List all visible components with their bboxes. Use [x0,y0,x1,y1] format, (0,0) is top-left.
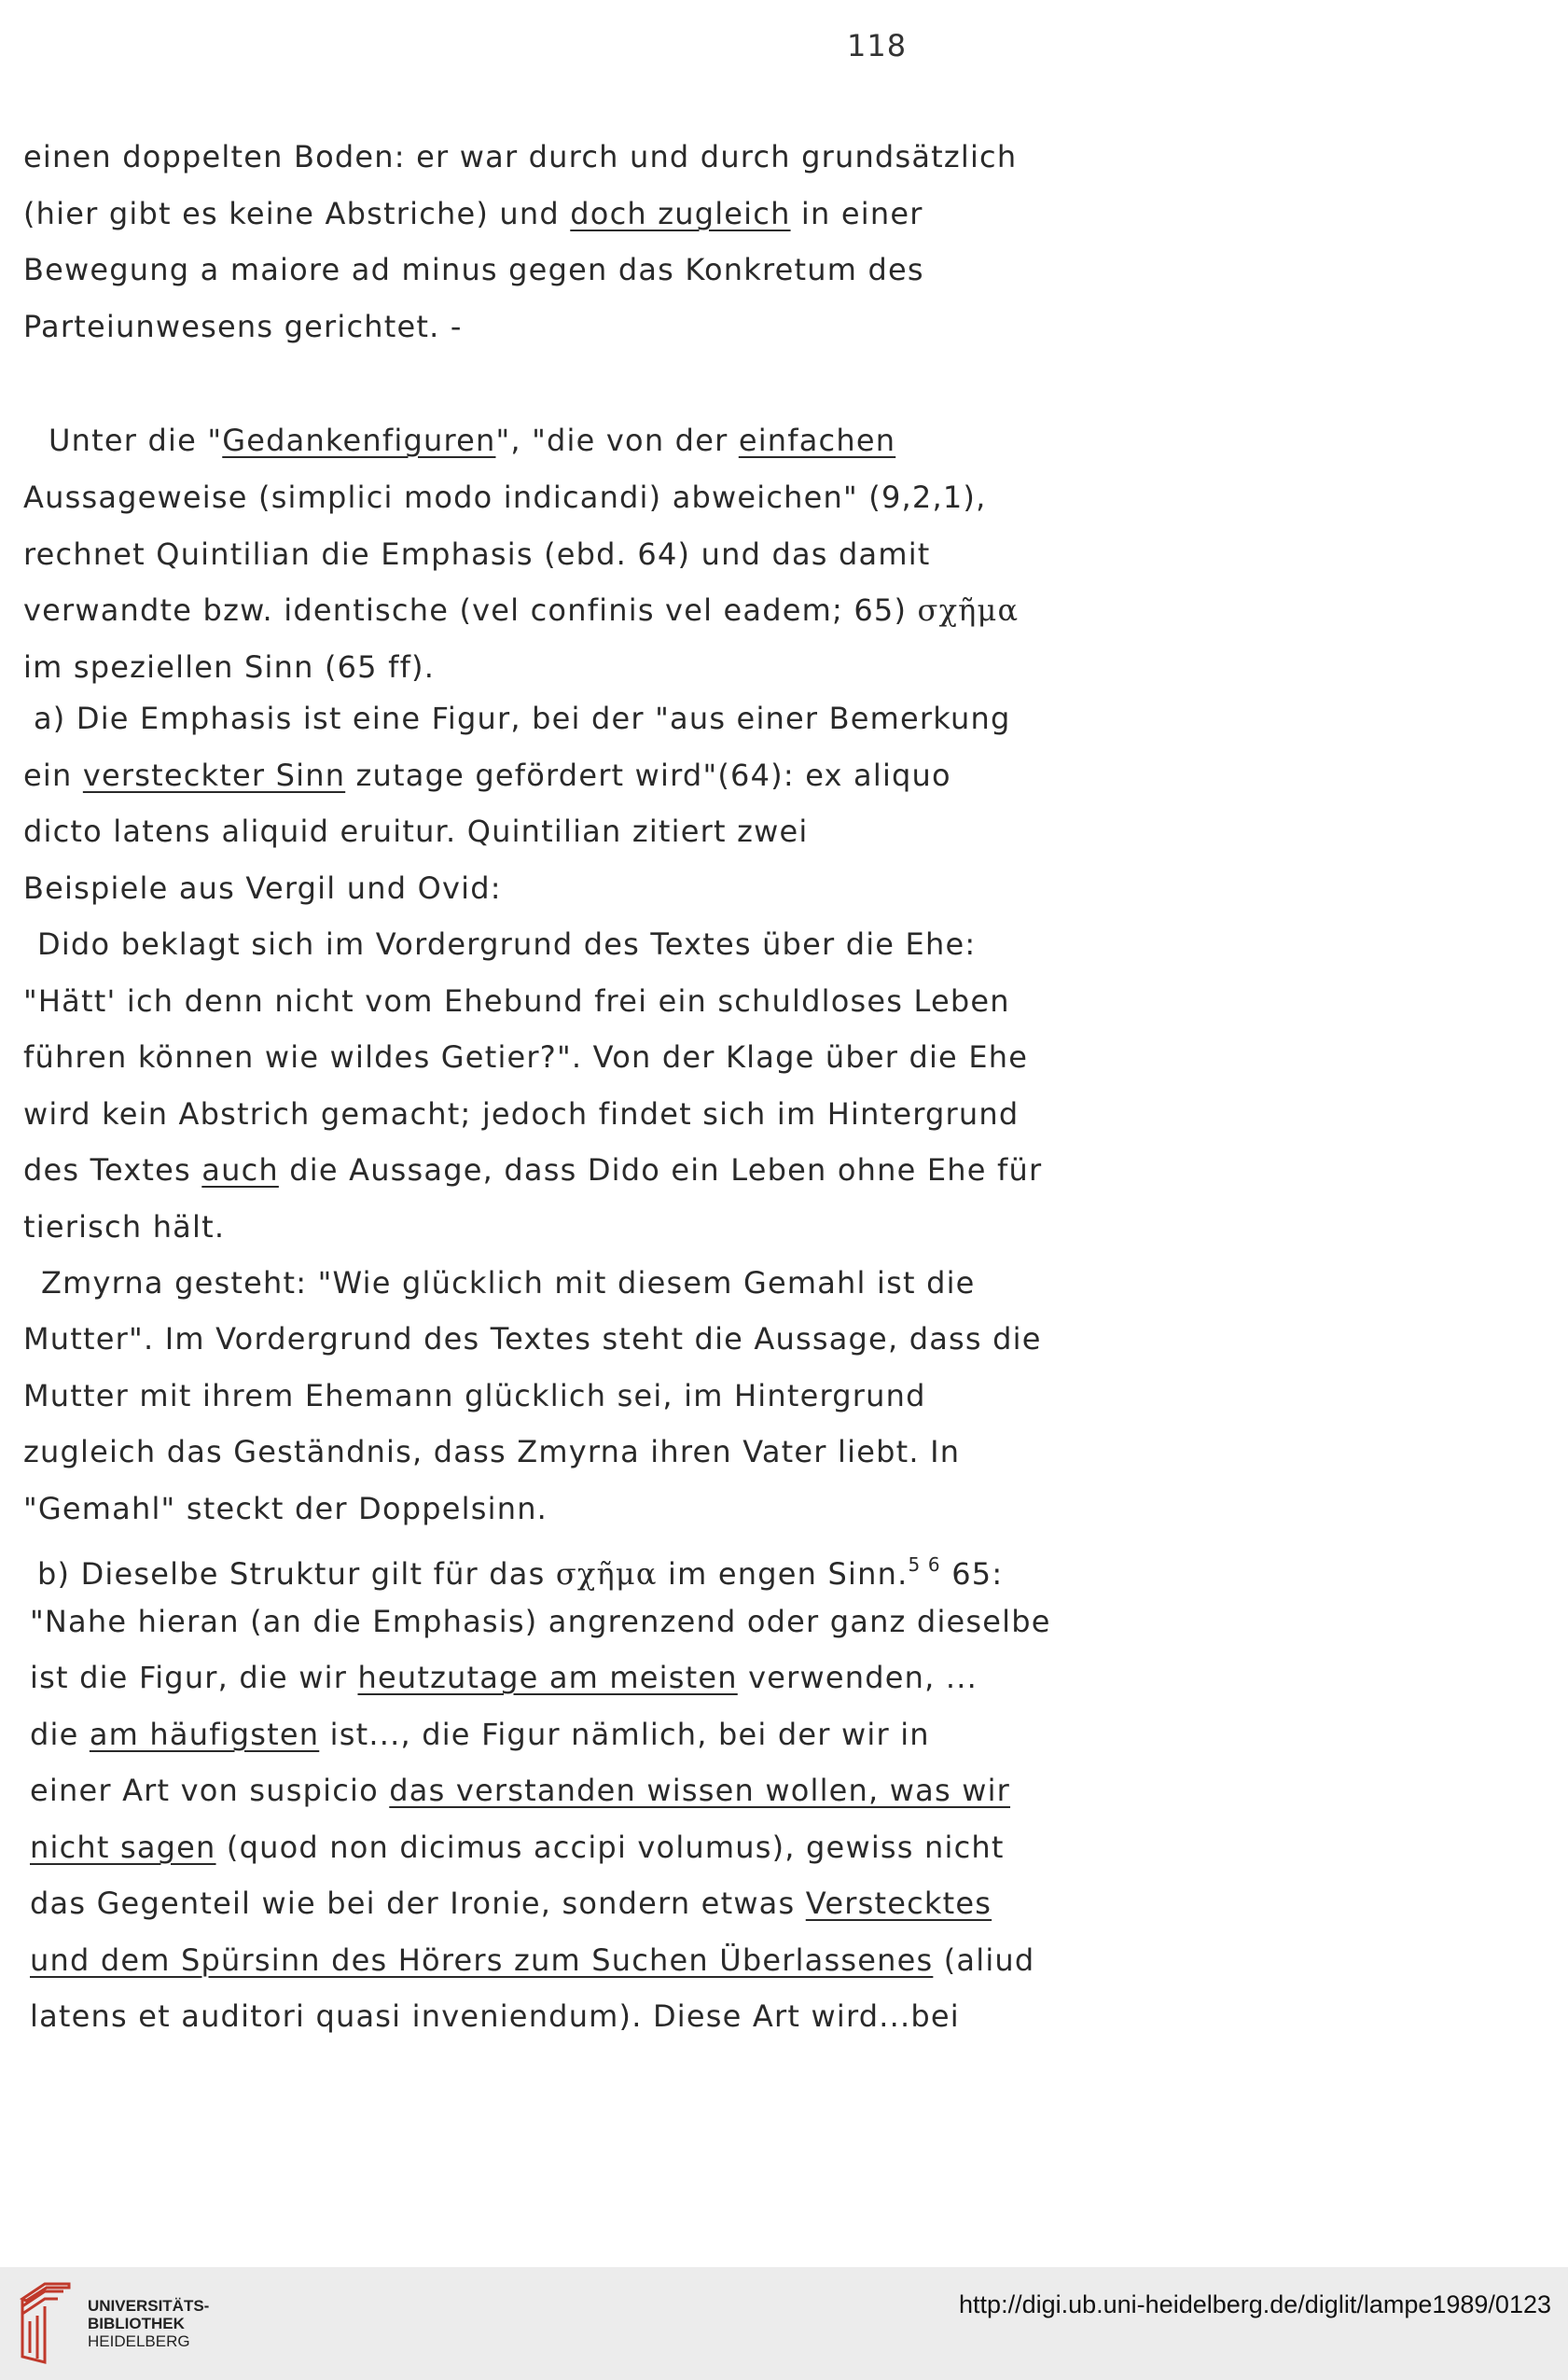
page-number: 118 [847,28,908,63]
greek-term: σχῆμα [555,1556,658,1592]
text-line [23,308,463,345]
text-segment: Bewegung a maiore ad minus gegen das Konkretum des [23,252,924,287]
text-line [30,1885,992,1922]
text-segment: Aussageweise (simplici modo indicandi) abweichen" (9,2,1), [23,480,987,515]
footnote-marker: 5 6 [908,1553,941,1576]
text-line [23,479,986,516]
underlined-text: versteckter Sinn [82,758,346,793]
text-line [30,1942,1034,1979]
text-segment: Mutter". Im Vordergrund des Textes steht die Aussage, dass die [23,1321,1042,1357]
library-name [88,2297,209,2350]
text-segment: rechnet Quintilian die Emphasis (ebd. 64) und das damit [23,536,931,572]
text-line [30,1603,1051,1640]
text-segment: zugleich das Geständnis, dass Zmyrna ihren Vater liebt. In [23,1434,961,1469]
text-segment: "Gemahl" steckt der Doppelsinn. [23,1491,548,1526]
text-segment: ist..., die Figur nämlich, bei der wir in [319,1717,930,1752]
underlined-text: auch [201,1152,279,1188]
greek-term: σχῆμα [917,592,1020,628]
library-name-line-2: BIBLIOTHEK [88,2315,185,2332]
text-segment: a) Die Emphasis ist eine Figur, bei der "aus einer Bemerkung [34,701,1011,736]
text-segment: wird kein Abstrich gemacht; jedoch findet sich im Hintergrund [23,1096,1020,1132]
text-segment: (aliud [933,1942,1035,1978]
text-segment: (quod non dicimus accipi volumus), gewiss nicht [215,1830,1005,1865]
footer-bar [0,2267,1568,2380]
text-segment: b) Dieselbe Struktur gilt für das [37,1556,556,1592]
text-segment: "Hätt' ich denn nicht vom Ehebund frei ein schuldloses Leben [23,983,1010,1019]
text-line [37,926,976,963]
text-line [23,1208,225,1246]
text-segment: die Aussage, dass Dido ein Leben ohne Ehe für [278,1152,1043,1188]
underlined-text: Verstecktes [805,1886,992,1921]
text-line [23,1095,1019,1133]
text-line [23,1490,548,1527]
text-segment: Zmyrna gesteht: "Wie glücklich mit diesem Gemahl ist die [41,1265,976,1301]
text-line [30,1997,960,2035]
text-line [23,982,1010,1020]
text-line [23,757,951,794]
text-segment: ist die Figur, die wir [30,1660,358,1695]
text-line [23,1377,926,1414]
text-segment: in einer [790,196,923,231]
underlined-text: Gedankenfiguren [222,423,496,458]
text-segment: Beispiele aus Vergil und Ovid: [23,870,502,906]
text-line [30,1772,1010,1809]
text-line [23,592,1019,629]
text-line [37,1546,1003,1593]
underlined-text: nicht sagen [30,1830,216,1865]
text-segment: führen können wie wildes Getier?". Von der Klage über die Ehe [23,1039,1029,1075]
text-segment: latens et auditori quasi inveniendum). Diese Art wird...bei [30,1998,960,2034]
text-line [41,1264,976,1301]
text-segment: verwandte bzw. identische (vel confinis vel eadem; 65) [23,592,918,628]
text-line [23,1433,960,1470]
text-line [23,195,923,232]
text-segment: Parteiunwesens gerichtet. - [23,309,463,344]
text-segment: (hier gibt es keine Abstriche) und [23,196,571,231]
text-line [34,700,1011,737]
text-segment: des Textes [23,1152,202,1188]
text-segment: im speziellen Sinn (65 ff). [23,649,436,685]
underlined-text: einfachen [738,423,896,458]
ub-heidelberg-logo-icon [17,2280,75,2366]
source-url[interactable]: http://digi.ub.uni-heidelberg.de/diglit/lampe1989/0123 [959,2290,1551,2318]
text-segment: einen doppelten Boden: er war durch und durch grundsätzlich [23,139,1018,174]
text-segment: das Gegenteil wie bei der Ironie, sondern etwas [30,1886,806,1921]
text-line [23,870,502,907]
underlined-text: das verstanden wissen wollen, was wir [389,1773,1011,1808]
text-line [23,813,808,850]
text-line [30,1716,930,1753]
text-line [23,1038,1028,1076]
text-segment: tierisch hält. [23,1209,226,1245]
text-segment: ein [23,758,83,793]
text-line [23,648,435,686]
text-line [49,422,895,459]
text-line [23,1151,1042,1189]
text-segment: 65: [940,1556,1004,1592]
text-segment: Dido beklagt sich im Vordergrund des Textes über die Ehe: [37,926,977,962]
text-segment: Unter die " [49,423,223,458]
text-line [30,1829,1005,1866]
text-segment: einer Art von suspicio [30,1773,390,1808]
text-line [30,1659,978,1696]
underlined-text: doch zugleich [570,196,791,231]
underlined-text: heutzutage am meisten [357,1660,738,1695]
text-line [23,251,924,288]
text-line [23,1320,1042,1357]
text-segment: verwenden, ... [737,1660,978,1695]
text-segment: ", "die von der [495,423,739,458]
text-segment: die [30,1717,90,1752]
library-name-line-1: UNIVERSITÄTS- [88,2297,210,2315]
text-segment: Mutter mit ihrem Ehemann glücklich sei, im Hintergrund [23,1378,926,1413]
library-name-line-3: HEIDELBERG [88,2332,190,2350]
text-line [23,138,1017,175]
text-segment: "Nahe hieran (an die Emphasis) angrenzend oder ganz dieselbe [30,1604,1051,1639]
underlined-text: am häufigsten [89,1717,320,1752]
underlined-text: und dem Spürsinn des Hörers zum Suchen Überlassenes [30,1942,934,1978]
text-line [23,536,931,573]
text-segment: dicto latens aliquid eruitur. Quintilian zitiert zwei [23,814,809,849]
text-segment: im engen Sinn. [657,1556,909,1592]
text-segment: zutage gefördert wird"(64): ex aliquo [345,758,951,793]
